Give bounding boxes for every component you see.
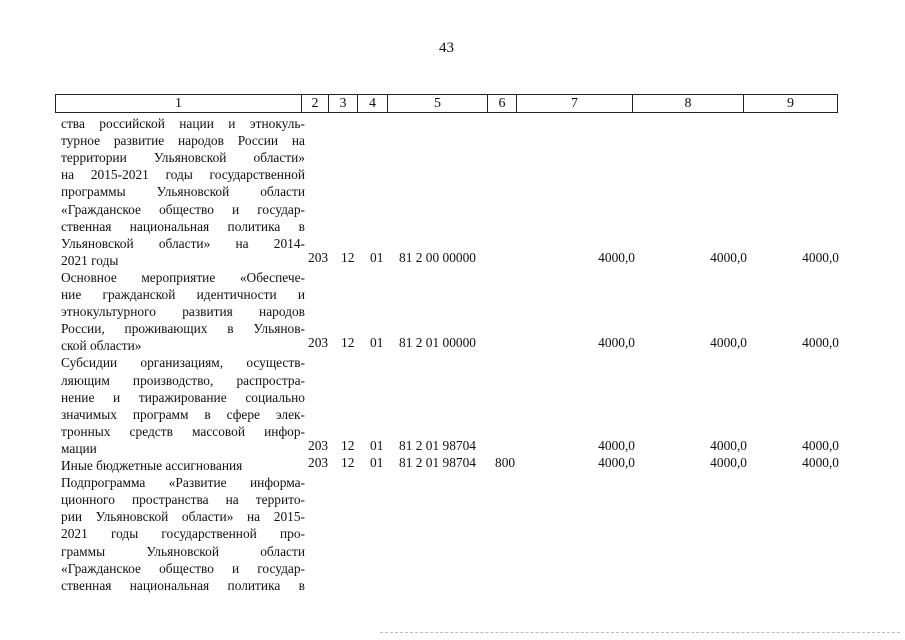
description-line: турное развитие народов России на bbox=[61, 133, 305, 149]
cell-col-4: 01 bbox=[370, 335, 384, 351]
cell-col-8: 4000,0 bbox=[710, 437, 747, 453]
cell-col-5: 81 2 01 00000 bbox=[399, 335, 476, 351]
cell-col-9: 4000,0 bbox=[802, 335, 839, 351]
cell-col-7: 4000,0 bbox=[598, 249, 635, 265]
cell-col-7: 4000,0 bbox=[598, 437, 635, 453]
cell-col-5: 81 2 01 98704 bbox=[399, 437, 476, 453]
cell-col-6: 800 bbox=[495, 455, 516, 470]
description-line: программы Ульяновской области bbox=[61, 184, 305, 200]
header-col-3: 3 bbox=[329, 95, 358, 112]
description-line: Субсидии организациям, осуществ- bbox=[61, 355, 305, 371]
description-line: России, проживающих в Ульянов- bbox=[61, 321, 305, 337]
description-line: ние гражданской идентичности и bbox=[61, 287, 305, 302]
header-col-2: 2 bbox=[302, 95, 329, 112]
description-line: рии Ульяновской области» на 2015- bbox=[61, 509, 305, 525]
header-col-4: 4 bbox=[358, 95, 388, 112]
header-col-7: 7 bbox=[517, 95, 633, 112]
cell-col-2: 203 bbox=[308, 437, 329, 453]
cell-col-5: 81 2 01 98704 bbox=[399, 455, 476, 470]
cell-col-2: 203 bbox=[308, 249, 329, 265]
cell-col-2: 203 bbox=[308, 335, 329, 351]
cell-col-5: 81 2 00 00000 bbox=[399, 249, 476, 265]
description-line: территории Ульяновской области» bbox=[61, 150, 305, 166]
cell-col-8: 4000,0 bbox=[710, 335, 747, 351]
header-col-5: 5 bbox=[388, 95, 488, 112]
description-line: 2021 годы bbox=[61, 252, 119, 268]
header-col-6: 6 bbox=[488, 95, 517, 112]
description-line: тронных средств массовой инфор- bbox=[61, 423, 305, 439]
header-col-1: 1 bbox=[56, 95, 302, 112]
cell-col-3: 12 bbox=[341, 249, 355, 265]
cell-col-9: 4000,0 bbox=[802, 455, 839, 470]
cell-col-7: 4000,0 bbox=[598, 335, 635, 351]
description-line: значимых программ в сфере элек- bbox=[61, 406, 305, 422]
description-line: мации bbox=[61, 440, 97, 456]
header-col-9: 9 bbox=[787, 96, 794, 111]
table-header bbox=[55, 94, 838, 113]
cell-col-4: 01 bbox=[370, 455, 384, 470]
description-line: «Гражданское общество и государ- bbox=[61, 560, 305, 576]
description-line: Иные бюджетные ассигнования bbox=[61, 458, 243, 473]
description-line: ционного пространства на террито- bbox=[61, 492, 305, 508]
description-line: «Гражданское общество и государ- bbox=[61, 201, 305, 217]
description-line: 2021 годы государственной про- bbox=[61, 526, 305, 542]
description-line: ства российской нации и этнокуль- bbox=[61, 116, 305, 131]
cell-col-3: 12 bbox=[341, 335, 355, 351]
cell-col-4: 01 bbox=[370, 249, 384, 265]
description-line: ственная национальная политика в bbox=[61, 577, 305, 593]
header-col-8: 8 bbox=[633, 95, 744, 112]
description-line: граммы Ульяновской области bbox=[61, 543, 305, 559]
cell-col-3: 12 bbox=[341, 437, 355, 453]
cell-col-3: 12 bbox=[341, 455, 355, 470]
description-line: на 2015-2021 годы государственной bbox=[61, 167, 305, 183]
description-line: Ульяновской области» на 2014- bbox=[61, 235, 305, 251]
cell-col-4: 01 bbox=[370, 437, 384, 453]
scan-artifact-line bbox=[380, 632, 900, 635]
cell-col-8: 4000,0 bbox=[710, 249, 747, 265]
cell-col-7: 4000,0 bbox=[598, 455, 635, 470]
description-line: этнокультурного развития народов bbox=[61, 304, 305, 320]
description-line: ляющим производство, распростра- bbox=[61, 372, 305, 388]
page-number: 43 bbox=[439, 40, 454, 56]
description-line: ской области» bbox=[61, 338, 142, 354]
description-line: нение и тиражирование социально bbox=[61, 389, 305, 405]
description-line: ственная национальная политика в bbox=[61, 218, 305, 234]
cell-col-2: 203 bbox=[308, 455, 329, 470]
description-line: Подпрограмма «Развитие информа- bbox=[61, 475, 305, 491]
description-line: Основное мероприятие «Обеспече- bbox=[61, 269, 305, 285]
cell-col-8: 4000,0 bbox=[710, 455, 747, 470]
cell-col-9: 4000,0 bbox=[802, 249, 839, 265]
cell-col-9: 4000,0 bbox=[802, 437, 839, 453]
